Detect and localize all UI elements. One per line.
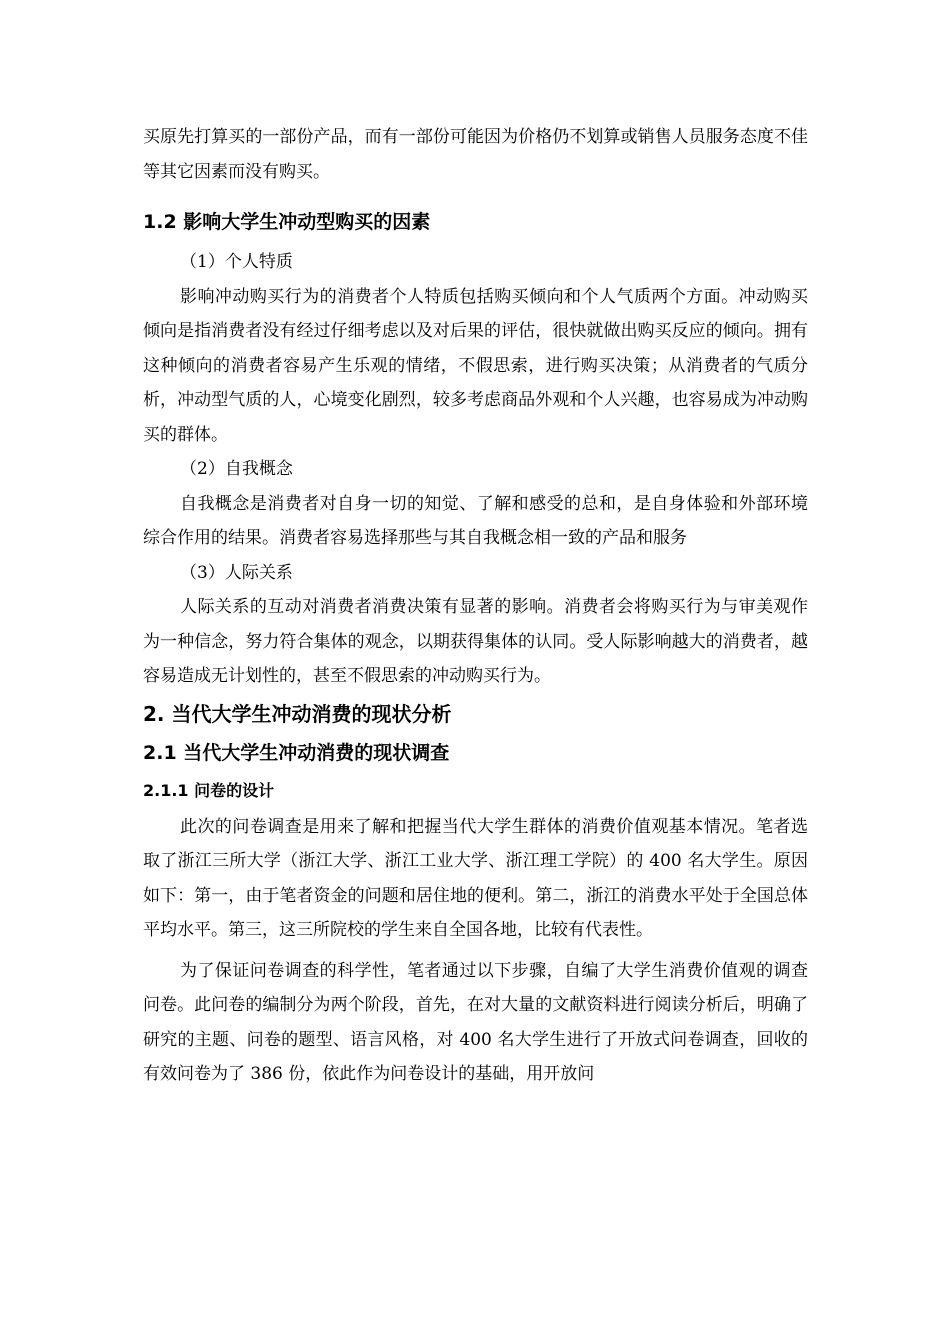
section-heading-1-2: 1.2 影响大学生冲动型购买的因素	[143, 211, 431, 233]
chapter-heading-2: 2. 当代大学生冲动消费的现状分析	[143, 701, 452, 726]
intro-paragraph: 买原先打算买的一部份产品，而有一部份可能因为价格仍不划算或销售人员服务态度不佳等其它因素而没有购买。	[143, 127, 808, 182]
page-content	[143, 120, 808, 1092]
subsection-heading-2-1-1: 2.1.1 问卷的设计	[143, 780, 275, 800]
item-label-interpersonal: （3）人际关系	[180, 562, 293, 583]
item-label-personal-traits: （1）个人特质	[180, 252, 293, 272]
section-heading-2-1: 2.1 当代大学生冲动消费的现状调查	[143, 741, 450, 764]
item-label-self-concept: （2）自我概念	[180, 459, 293, 479]
item-text-personal-traits: 影响冲动购买行为的消费者个人特质包括购买倾向和个人气质两个方面。冲动购买倾向是指消费者没有经过仔细考虑以及对后果的评估，很快就做出购买反应的倾向。拥有这种倾向的消费者容易产生乐观的情绪，不假思索，进行购买决策；从消费者的气质分析，冲动型气质的人，心境变化剧烈，较多考虑商品外观和个人兴趣，也容易成为冲动购买的群体。	[143, 286, 808, 445]
survey-paragraph-2: 为了保证问卷调查的科学性，笔者通过以下步骤，自编了大学生消费价值观的调查问卷。此问卷的编制分为两个阶段，首先，在对大量的文献资料进行阅读分析后，明确了研究的主题、问卷的题型、语言风格，对 400 名大学生进行了开放式问卷调查，回收的有效问卷为了 386 份，依此作为问卷设计的基础，用开放问	[143, 960, 808, 1084]
item-text-interpersonal: 人际关系的互动对消费者消费决策有显著的影响。消费者会将购买行为与审美观作为一种信念，努力符合集体的观念，以期获得集体的认同。受人际影响越大的消费者，越容易造成无计划性的，甚至不假思索的冲动购买行为。	[143, 597, 808, 686]
item-text-self-concept: 自我概念是消费者对自身一切的知觉、了解和感受的总和，是自身体验和外部环境综合作用的结果。消费者容易选择那些与其自我概念相一致的产品和服务	[143, 493, 808, 548]
survey-paragraph-1: 此次的问卷调查是用来了解和把握当代大学生群体的消费价值观基本情况。笔者选取了浙江三所大学（浙江大学、浙江工业大学、浙江理工学院）的 400 名大学生。原因如下：第一，由于笔者资金的问题和居住地的便利。第二，浙江的消费水平处于全国总体平均水平。第三，这三所院校的学生来自全国各地，比较有代表性。	[143, 816, 808, 940]
